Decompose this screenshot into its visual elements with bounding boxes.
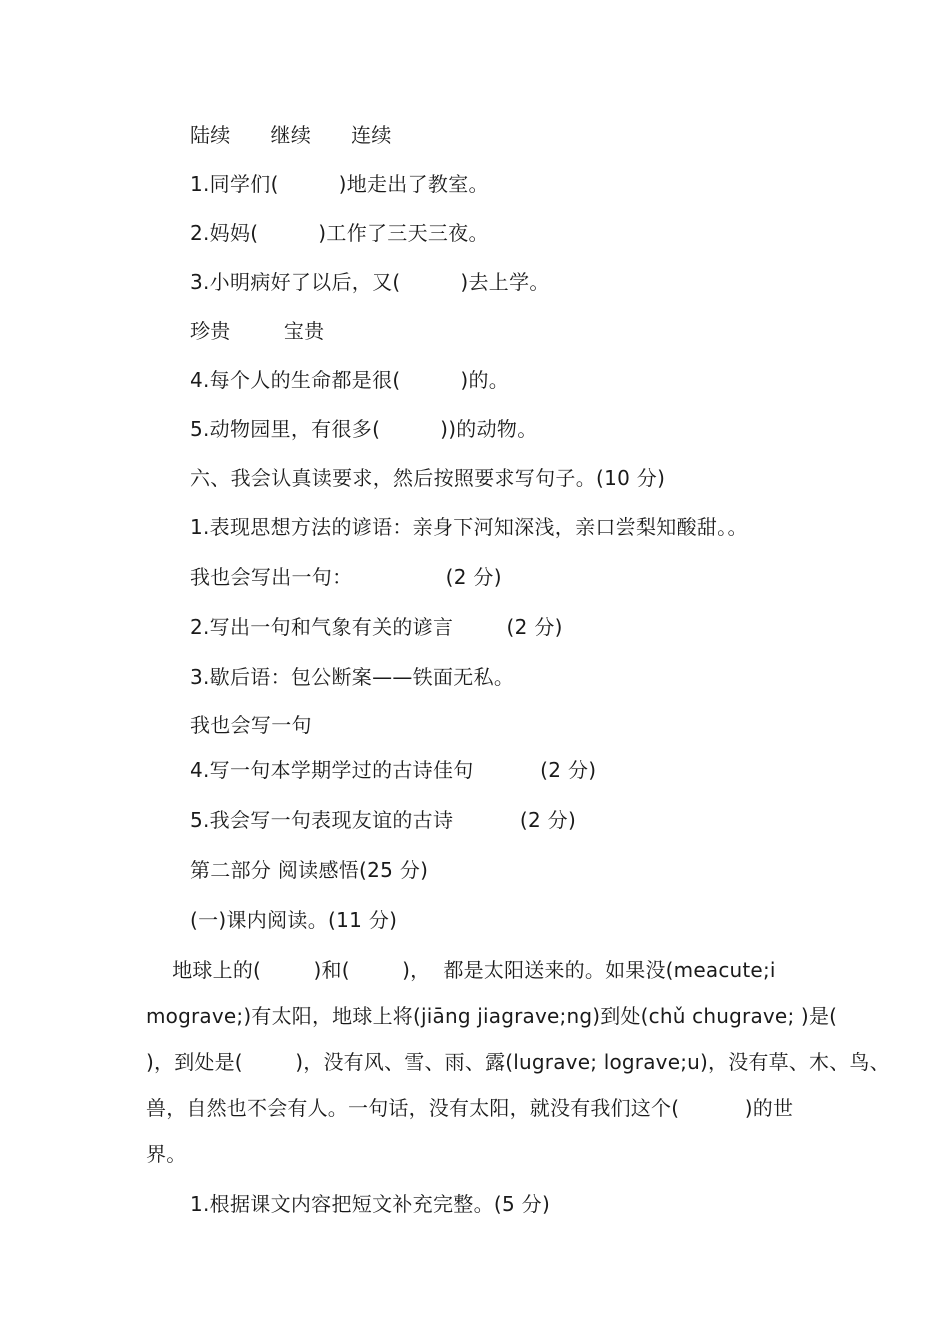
passage-line: )，到处是( )，没有风、雪、雨、露(lugrave; lograve;u)，没有草、木、鸟、 [146,1050,890,1074]
passage-line: mograve;)有太阳，地球上将(jiāng jiagrave;ng)到处(chǔ chugrave; )是( [146,1004,838,1028]
passage-line: 界。 [146,1142,187,1166]
passage-line: 地球上的( )和( )， 都是太阳送来的。如果没(meacute;i [146,958,776,982]
fill-blank-5: 5.动物园里，有很多( ))的动物。 [190,417,538,441]
question-1: 1.根据课文内容把短文补充完整。(5 分) [190,1192,551,1216]
weather-proverb-prompt: 2.写出一句和气象有关的谚言 (2 分) [190,615,563,639]
part-two-heading: 第二部分 阅读感悟(25 分) [190,858,429,882]
section-six-heading: 六、我会认真读要求，然后按照要求写句子。(10 分) [190,466,666,490]
fill-blank-1: 1.同学们( )地走出了教室。 [190,172,489,196]
proverb-example: 1.表现思想方法的谚语：亲身下河知深浅，亲口尝梨知酸甜。。 [190,515,748,539]
fill-blank-2: 2.妈妈( )工作了三天三夜。 [190,221,489,245]
write-proverb-prompt: 我也会写出一句： (2 分) [190,565,502,589]
word-choices-2: 珍贵 宝贵 [190,319,325,343]
fill-blank-3: 3.小明病好了以后，又( )去上学。 [190,270,550,294]
poem-line-prompt: 4.写一句本学期学过的古诗佳句 (2 分) [190,758,597,782]
passage-line: 兽，自然也不会有人。一句话，没有太阳，就没有我们这个( )的世 [146,1096,794,1120]
fill-blank-4: 4.每个人的生命都是很( )的。 [190,368,510,392]
reading-passage [146,947,890,1177]
word-choices-1: 陆续 继续 连续 [190,123,392,147]
xiehouyu-example: 3.歇后语：包公断案——铁面无私。 [190,665,515,689]
friendship-poem-prompt: 5.我会写一句表现友谊的古诗 (2 分) [190,808,577,832]
in-class-reading-heading: (一)课内阅读。(11 分) [190,908,398,932]
write-xiehouyu-prompt: 我也会写一句 [190,713,312,737]
